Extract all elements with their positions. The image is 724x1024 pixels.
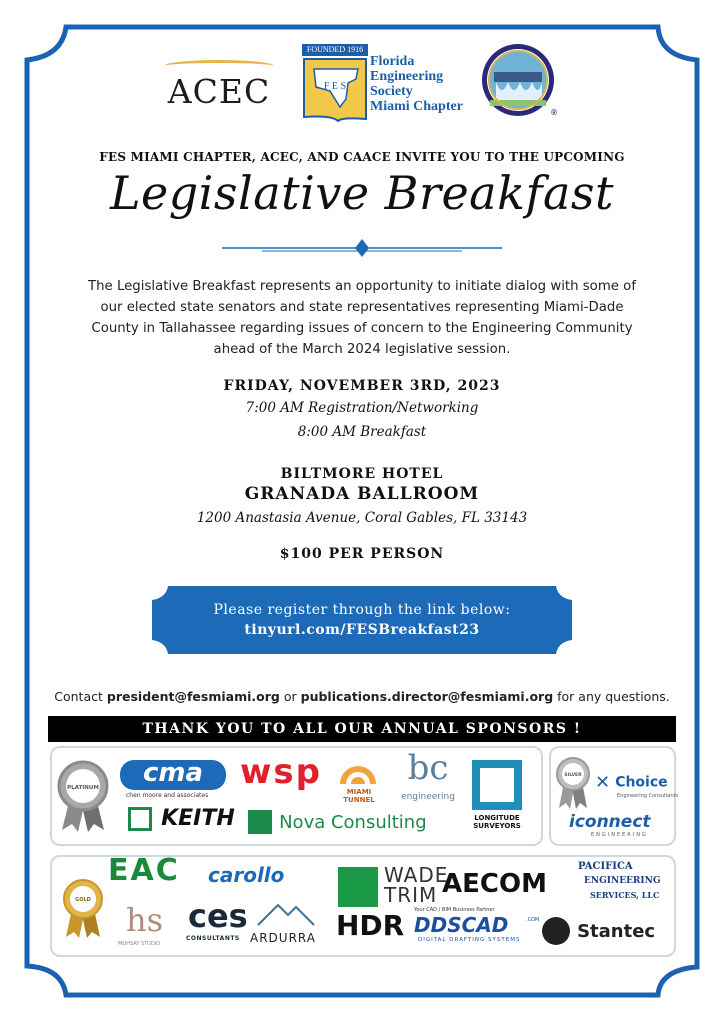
stantec-logo <box>542 917 655 945</box>
event-date: FRIDAY, NOVEMBER 3RD, 2023 <box>223 378 501 394</box>
caace-seal-logo <box>480 42 560 122</box>
header-logos <box>0 42 724 128</box>
mohsay-logo-text: MOHSAY STUDIO <box>118 941 161 947</box>
stantec-mark-icon <box>542 917 570 945</box>
fes-name-line-4: Miami Chapter <box>370 99 463 114</box>
mohsay-mark-icon: hs <box>126 901 164 939</box>
gold-sponsors-box <box>50 855 676 957</box>
acec-arc <box>164 60 274 72</box>
pacifica-line-1: PACIFICA <box>578 861 633 872</box>
cma-logo-text: cma <box>142 758 204 788</box>
registration-instruction: Please register through the link below: <box>213 602 511 618</box>
ces-logo-text: ces <box>188 897 248 935</box>
breakfast-time: 8:00 AM Breakfast <box>297 424 427 440</box>
longitude-mark-icon <box>472 760 522 810</box>
longitude-surveyors-logo <box>468 760 526 834</box>
invite-line: FES MIAMI CHAPTER, ACEC, AND CAACE INVITE YOU TO THE UPCOMING <box>99 150 625 164</box>
keith-logo-text: KEITH <box>161 806 235 831</box>
platinum-ribbon-icon <box>56 758 110 834</box>
fes-logo <box>302 44 472 124</box>
miami-tunnel-sun-icon <box>336 756 380 786</box>
venue-ballroom: GRANADA BALLROOM <box>244 484 480 504</box>
acec-logo-text: ACEC <box>167 72 271 111</box>
fes-name-line-1: Florida <box>370 54 415 69</box>
pacifica-line-2: ENGINEERING <box>584 876 661 886</box>
intro-paragraph: The Legislative Breakfast represents an opportunity to initiate dialog with some of our elected state senators and state representatives representing Miami-Dade County in Tallahassee regarding issues of concern to the Engineering Community ahead of the March 2024 legislative session. <box>88 279 636 357</box>
contact-prefix: Contact <box>54 689 103 704</box>
registration-banner-shape <box>152 586 572 654</box>
keith-mark-icon <box>128 807 152 831</box>
fes-name-line-2: Engineering <box>370 69 444 84</box>
fes-name <box>370 54 474 114</box>
venue-address: 1200 Anastasia Avenue, Coral Gables, FL 33143 <box>196 510 528 526</box>
ces-consultants-logo <box>186 897 248 951</box>
ddscad-logo <box>414 907 544 947</box>
fes-name-line-3: Society <box>370 84 413 99</box>
registration-link[interactable]: tinyurl.com/FESBreakfast23 <box>244 622 480 638</box>
bc-engineering-logo <box>398 748 458 808</box>
contact-middle: or <box>283 689 297 704</box>
iconnect-subtitle: ENGINEERING <box>591 832 648 838</box>
mohsay-studio-logo <box>118 901 168 951</box>
ddscad-tagline: Your CAD / BIM Business Partner <box>414 907 495 913</box>
choice-logo-text: Choice <box>615 774 668 791</box>
cma-logo <box>120 760 226 790</box>
registration-time: 7:00 AM Registration/Networking <box>245 400 479 416</box>
contact-line <box>0 689 724 704</box>
ticket-price: $100 PER PERSON <box>279 546 445 562</box>
venue-hotel: BILTMORE HOTEL <box>280 466 444 482</box>
bc-logo-subtitle: engineering <box>401 792 455 802</box>
nova-mark-icon <box>248 810 272 834</box>
gold-ribbon-icon <box>60 877 106 939</box>
ddscad-com: .COM <box>526 917 540 923</box>
aecom-logo: AECOM <box>442 869 547 899</box>
silver-ribbon-icon <box>555 754 591 810</box>
contact-suffix: for any questions. <box>557 689 670 704</box>
caace-seal-icon <box>480 42 560 122</box>
ddscad-logo-text: DDSCAD <box>414 913 509 937</box>
acec-logo <box>160 58 278 114</box>
fes-founded-badge: FOUNDED 1916 <box>302 44 368 56</box>
gold-badge-label: GOLD <box>75 897 91 903</box>
title-divider-ornament <box>222 238 502 258</box>
bc-logo-text: bc <box>407 748 449 788</box>
choice-logo <box>595 772 678 799</box>
eac-logo: EAC <box>108 853 180 888</box>
ardurra-logo <box>250 901 320 951</box>
contact-email-publications[interactable]: publications.director@fesmiami.org <box>300 689 554 704</box>
sponsors-heading: THANK YOU TO ALL OUR ANNUAL SPONSORS ! <box>48 716 676 742</box>
silver-sponsors-box <box>549 746 679 846</box>
hdr-logo: HDR <box>336 909 405 942</box>
wade-trim-logo <box>338 863 449 911</box>
ddscad-subtitle: DIGITAL DRAFTING SYSTEMS <box>418 937 521 943</box>
silver-badge-label: SILVER <box>564 773 582 778</box>
fes-letters: F E S <box>323 81 347 92</box>
platinum-sponsors-box <box>50 746 543 846</box>
carollo-logo: carollo <box>208 863 285 887</box>
page-title: Legislative Breakfast <box>109 166 615 220</box>
miami-tunnel-logo-text: MIAMI TUNNEL <box>343 788 375 804</box>
stantec-logo-text: Stantec <box>577 920 656 942</box>
fes-shield-icon <box>302 57 368 123</box>
wade-trim-line-2: TRIM <box>384 883 438 907</box>
wsp-logo: wsp <box>240 752 322 792</box>
pacifica-engineering-logo <box>578 861 674 915</box>
nova-logo-text: Nova Consulting <box>279 811 427 833</box>
ces-logo-subtitle: CONSULTANTS <box>186 935 240 942</box>
nova-consulting-logo <box>248 810 427 834</box>
keith-logo <box>128 806 235 831</box>
wade-trim-mark-icon <box>338 867 378 907</box>
ardurra-mark-icon <box>256 901 316 927</box>
longitude-logo-text: LONGITUDE SURVEYORS <box>473 814 521 830</box>
wade-trim-line-1: WADE <box>384 863 449 887</box>
contact-email-president[interactable]: president@fesmiami.org <box>106 689 280 704</box>
iconnect-logo: iconnect <box>569 812 651 832</box>
registration-banner[interactable] <box>152 586 572 654</box>
choice-logo-subtitle: Engineering Consultants <box>617 793 679 799</box>
caace-registered-mark: ® <box>550 108 558 117</box>
cma-subtitle: chen moore and associates <box>126 792 209 799</box>
ardurra-logo-text: ARDURRA <box>250 931 316 945</box>
choice-mark-icon: ✕ <box>595 772 611 793</box>
platinum-badge-label: PLATINUM <box>67 785 99 791</box>
pacifica-line-3: SERVICES, LLC <box>590 890 660 900</box>
